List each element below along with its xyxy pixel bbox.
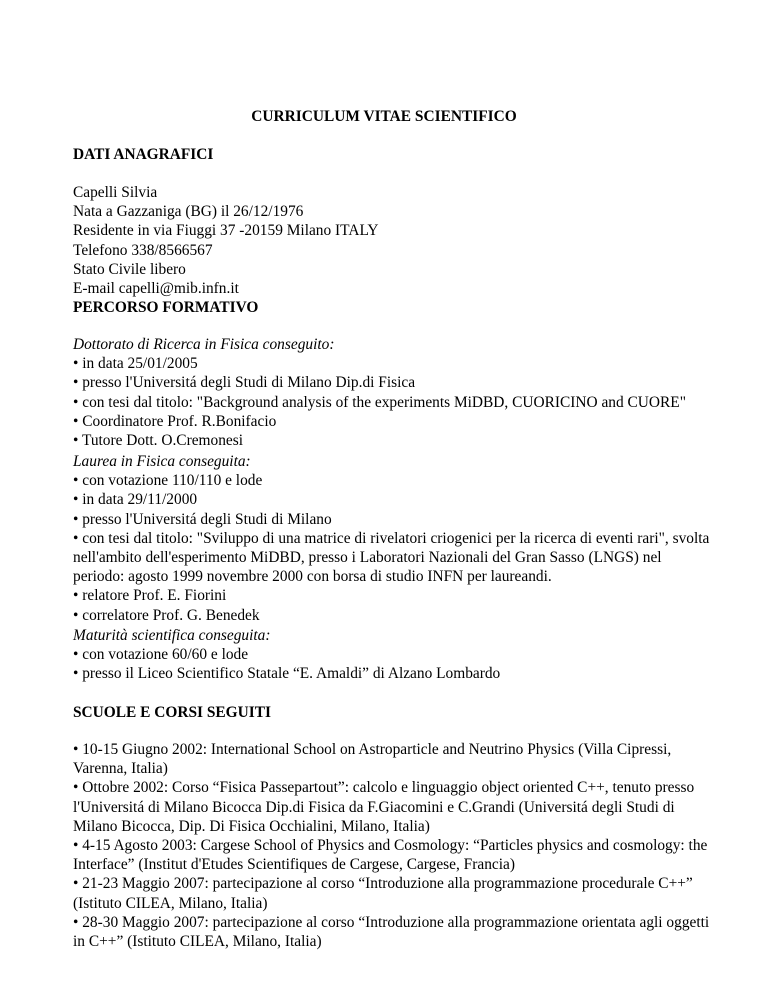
list-item: • correlatore Prof. G. Benedek [73, 606, 260, 624]
list-item: • Coordinatore Prof. R.Bonifacio [73, 412, 277, 430]
maturita-title: Maturità scientifica conseguita: [73, 627, 271, 644]
section-heading-percorso: PERCORSO FORMATIVO [73, 299, 259, 316]
list-item: • 21-23 Maggio 2007: partecipazione al corso “Introduzione alla programmazione procedurale C++” (Istituto CILEA, Milano, Italia) [73, 875, 693, 912]
dati-anagrafici-block [73, 183, 713, 298]
email-line: E-mail capelli@mib.infn.it [73, 280, 239, 298]
list-item: • 4-15 Agosto 2003: Cargese School of Physics and Cosmology: “Particles physics and cosmology: the Interface” (Institut d'Etudes Scientifiques de Cargese, Cargese, Francia) [73, 837, 708, 874]
name-line: Capelli Silvia [73, 184, 158, 201]
list-item: • Tutore Dott. O.Cremonesi [73, 432, 243, 450]
list-item: • con tesi dal titolo: "Sviluppo di una matrice di rivelatori criogenici per la ricerca di eventi rari", svolta nell'ambito dell'esperimento MiDBD, presso i Laboratori Nazionali del Gran Sasso (LNGS) nel periodo: agosto 1999 novembre 2000 con borsa di studio INFN per laureandi. [73, 529, 710, 586]
address-line: Residente in via Fiuggi 37 -20159 Milano ITALY [73, 222, 379, 240]
list-item: • 10-15 Giugno 2002: International School on Astroparticle and Neutrino Physics (Villa Cipressi, Varenna, Italia) [73, 741, 672, 778]
list-item: • 28-30 Maggio 2007: partecipazione al corso “Introduzione alla programmazione orientata agli oggetti in C++” (Istituto CILEA, Milano, Italia) [73, 913, 710, 951]
laurea-block [73, 452, 713, 625]
section-heading-dati: DATI ANAGRAFICI [73, 146, 214, 163]
list-item: • con votazione 60/60 e lode [73, 646, 249, 664]
list-item: • relatore Prof. E. Fiorini [73, 587, 227, 605]
list-item: • presso l'Universitá degli Studi di Milano Dip.di Fisica [73, 374, 416, 392]
list-item: • in data 29/11/2000 [73, 491, 198, 509]
section-heading-scuole: SCUOLE E CORSI SEGUITI [73, 704, 272, 721]
list-item: • con votazione 110/110 e lode [73, 472, 263, 490]
dottorato-block [73, 335, 713, 450]
birth-line: Nata a Gazzaniga (BG) il 26/12/1976 [73, 203, 304, 221]
list-item: • con tesi dal titolo: "Background analysis of the experiments MiDBD, CUORICINO and CUORE" [73, 393, 686, 411]
list-item: • Ottobre 2002: Corso “Fisica Passepartout”: calcolo e linguaggio object oriented C++, tenuto presso l'Universitá di Milano Bicocca Dip.di Fisica da F.Giacomini e C.Grandi (Universitá degli Studi di Milano Bicocca, Dip. Di Fisica Occhialini, Milano, Italia) [73, 779, 695, 835]
civil-status-line: Stato Civile libero [73, 260, 186, 278]
maturita-block [73, 626, 713, 684]
list-item: • presso l'Universitá degli Studi di Milano [73, 510, 332, 528]
laurea-title: Laurea in Fisica conseguita: [73, 453, 251, 470]
scuole-block [73, 740, 713, 951]
dottorato-title: Dottorato di Ricerca in Fisica conseguito: [73, 336, 335, 353]
list-item: • presso il Liceo Scientifico Statale “E. Amaldi” di Alzano Lombardo [73, 665, 501, 683]
phone-line: Telefono 338/8566567 [73, 241, 213, 259]
document-title: CURRICULUM VITAE SCIENTIFICO [251, 108, 517, 125]
list-item: • in data 25/01/2005 [73, 355, 198, 373]
